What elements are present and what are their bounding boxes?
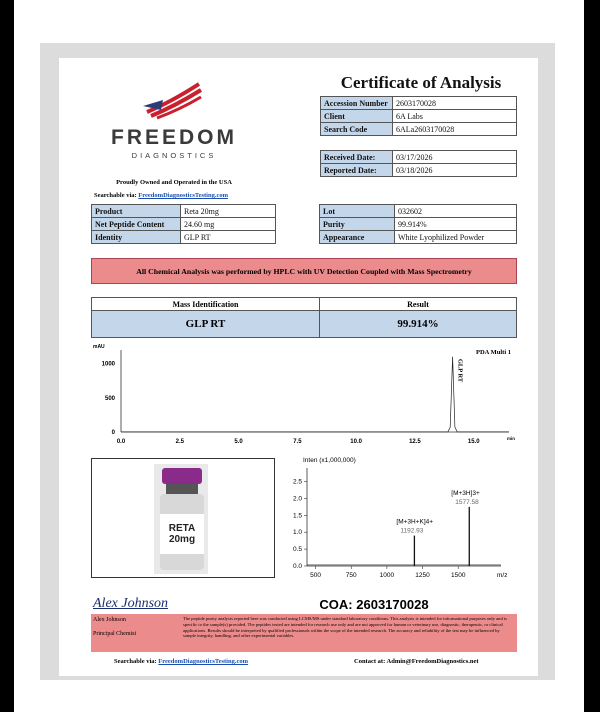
product-value: Reta 20mg <box>181 205 276 218</box>
footer-contact <box>354 658 479 665</box>
coa-number: COA: 2603170028 <box>319 597 429 612</box>
accession-label: Accession Number <box>321 97 393 110</box>
hplc-x-tick-label: 12.5 <box>409 439 421 445</box>
purity-label: Purity <box>320 218 395 231</box>
search-code-value: 6ALa2603170028 <box>393 123 517 136</box>
hplc-x-tick-label: 5.0 <box>234 439 243 445</box>
certificate <box>59 58 538 676</box>
vial-label <box>160 514 204 554</box>
mass-identification-header: Mass Identification <box>91 297 320 311</box>
hplc-x-tick-label: 10.0 <box>350 439 362 445</box>
signer-name: Alex Johnson <box>93 617 126 623</box>
signer-title: Principal Chemist <box>93 631 137 637</box>
ms-y-tick-label: 1.5 <box>292 512 302 520</box>
contact-email[interactable]: Admin@FreedomDiagnostics.net <box>386 658 479 665</box>
accession-value: 2603170028 <box>393 97 517 110</box>
brand-name: FREEDOM <box>111 126 237 149</box>
client-label: Client <box>321 110 393 123</box>
contact-label: Contact at: <box>354 658 386 665</box>
reported-date-value: 03/18/2026 <box>393 164 517 177</box>
flag-logo-icon <box>141 80 203 120</box>
signer-block <box>91 614 517 652</box>
lot-value: 032602 <box>395 205 517 218</box>
net-peptide-label: Net Peptide Content <box>92 218 181 231</box>
hplc-x-tick-label: 7.5 <box>293 439 302 445</box>
client-value: 6A Labs <box>393 110 517 123</box>
appearance-label: Appearance <box>320 231 395 244</box>
ms-peak-label: [M+3H+K]4+ <box>396 518 434 526</box>
received-date-value: 03/17/2026 <box>393 151 517 164</box>
vial-crimp <box>166 484 198 494</box>
ms-peak-label: [M+3H]3+ <box>451 489 480 497</box>
identity-value: GLP RT <box>181 231 276 244</box>
ms-y-tick-label: 2.0 <box>292 495 302 503</box>
footer-searchable <box>114 658 248 665</box>
identity-result: GLP RT <box>91 310 320 338</box>
ms-y-tick-label: 2.5 <box>292 478 302 486</box>
search-code-label: Search Code <box>321 123 393 136</box>
hplc-peak-label: GLP RT <box>456 358 464 383</box>
brand-subtitle: DIAGNOSTICS <box>131 151 217 160</box>
ms-x-unit: m/z <box>497 572 508 579</box>
signature: Alex Johnson <box>93 596 169 611</box>
net-peptide-value: 24.60 mg <box>181 218 276 231</box>
ms-x-tick-label: 500 <box>310 572 321 579</box>
ms-y-label: Inten (x1,000,000) <box>303 457 356 464</box>
disclaimer: The peptide purity analysis reported here was conducted using LCMS/MS under standard laboratory conditions. This analysis is intended for informational purposes only and is specific to the sample(s) provided. The peptides tested are intended for research use only and are not approved for human or veterinary use, diagnostic, therapeutic, or clinical applications. Results should be interpreted by qualified professionals within the scope of the intended research. The accuracy and reliability of the test may be influenced by sample integrity, handling, and other experimental variables. <box>183 616 507 639</box>
footer-website-link[interactable]: FreedomDiagnosticsTesting.com <box>158 658 249 665</box>
document-title: Certificate of Analysis <box>340 73 502 92</box>
product-photo <box>91 458 275 578</box>
hplc-x-unit: min <box>507 436 516 441</box>
hplc-trace <box>121 357 509 432</box>
ms-peak-value: 1577.58 <box>455 498 479 506</box>
ms-y-tick-label: 0.0 <box>292 563 302 570</box>
accession-table <box>320 96 517 136</box>
footer-searchable-label: Searchable via: <box>114 658 157 665</box>
hplc-legend: PDA Multi 1 <box>475 349 511 356</box>
ms-x-tick-label: 750 <box>345 572 357 579</box>
ms-x-tick-label: 1500 <box>450 572 466 579</box>
purity-result: 99.914% <box>319 310 517 338</box>
ownership-note: Proudly Owned and Operated in the USA <box>116 179 232 186</box>
hplc-x-tick-label: 15.0 <box>467 439 480 445</box>
purity-value: 99.914% <box>395 218 517 231</box>
vial-cap <box>162 468 202 484</box>
dates-table <box>320 150 517 177</box>
hplc-y-unit: mAU <box>93 344 105 350</box>
website-link[interactable]: FreedomDiagnosticsTesting.com <box>138 192 229 199</box>
received-date-label: Received Date: <box>321 151 393 164</box>
method-banner-text: All Chemical Analysis was performed by HPLC with UV Detection Coupled with Mass Spectrometry <box>136 266 472 276</box>
product-label: Product <box>92 205 181 218</box>
identity-label: Identity <box>92 231 181 244</box>
hplc-x-tick-label: 0.0 <box>116 439 126 445</box>
vial-label-dose: 20mg <box>168 534 196 545</box>
ms-y-tick-label: 0.5 <box>292 546 302 554</box>
ms-x-tick-label: 1000 <box>379 572 395 579</box>
lot-label: Lot <box>320 205 395 218</box>
searchable-line <box>94 192 228 199</box>
result-header: Result <box>319 297 517 311</box>
ms-peak-value: 1192.93 <box>400 527 424 535</box>
hplc-x-tick-label: 2.5 <box>175 439 184 445</box>
searchable-label: Searchable via: <box>94 192 137 199</box>
mass-spectrum <box>281 454 521 586</box>
method-banner <box>91 258 517 284</box>
product-table <box>91 204 276 244</box>
hplc-y-tick-label: 0 <box>111 430 115 436</box>
ms-x-tick-label: 1250 <box>415 572 430 579</box>
ms-y-tick-label: 1.0 <box>292 529 302 537</box>
hplc-y-tick-label: 500 <box>104 395 115 402</box>
reported-date-label: Reported Date: <box>321 164 393 177</box>
lot-table <box>319 204 517 244</box>
appearance-value: White Lyophilized Powder <box>395 231 517 244</box>
hplc-y-tick-label: 1000 <box>101 361 115 368</box>
vial-label-name: RETA <box>168 523 196 534</box>
hplc-chromatogram <box>79 342 519 452</box>
